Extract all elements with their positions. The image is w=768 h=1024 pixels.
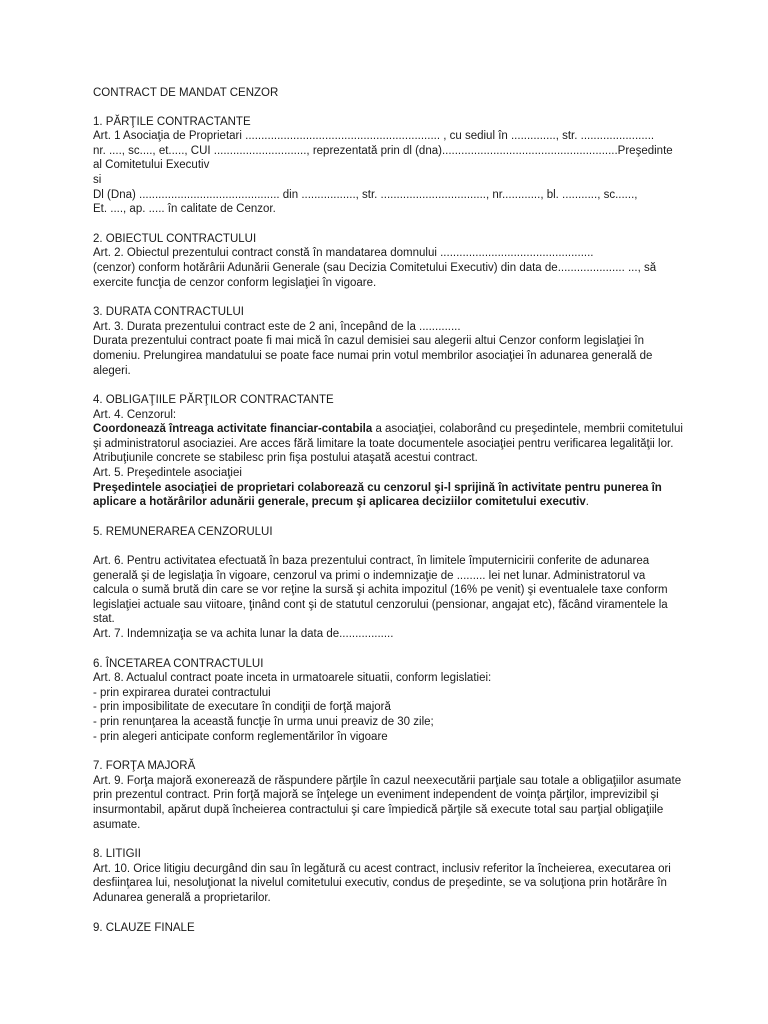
section-force-majeure bbox=[93, 759, 683, 832]
paragraph: si bbox=[93, 173, 102, 186]
section-final-clauses bbox=[93, 921, 683, 936]
paragraph: Durata prezentului contract poate fi mai mică în cazul demisiei sau alegerii altui Cenzor conform legislaţiei în domeniu. Prelungirea mandatului se poate face numai prin votul membrilor asociaţiei în adunarea generală de alegeri. bbox=[93, 335, 653, 377]
section-heading: 2. OBIECTUL CONTRACTULUI bbox=[93, 232, 257, 245]
paragraph: nr. ...., sc...., et....., CUI ............................., reprezentată prin dl (dna).......................................................Preşedinte al Comitetului Executiv bbox=[93, 144, 673, 172]
paragraph-text: . bbox=[585, 496, 589, 509]
paragraph bbox=[93, 422, 683, 466]
paragraph: Art. 2. Obiectul prezentului contract constă în mandatarea domnului ................................................ bbox=[93, 247, 594, 260]
paragraph: Dl (Dna) ............................................ din ................., str. ................................., nr............, bl. ..........., sc......, bbox=[93, 188, 638, 201]
section-heading: 5. REMUNERAREA CENZORULUI bbox=[93, 525, 273, 538]
paragraph: Art. 3. Durata prezentului contract este de 2 ani, începând de la ............. bbox=[93, 320, 461, 333]
blank-line bbox=[93, 539, 683, 554]
paragraph: Art. 7. Indemnizaţia se va achita lunar la data de................. bbox=[93, 628, 394, 640]
section-heading: 9. CLAUZE FINALE bbox=[93, 921, 195, 934]
document-title: CONTRACT DE MANDAT CENZOR bbox=[93, 87, 279, 99]
article-label: Art. 5. Preşedintele asociaţiei bbox=[93, 467, 242, 480]
paragraph: Art. 9. Forţa majoră exonerează de răspundere părţile în cazul neexecutării parţiale sau totale a obligaţiilor asumate prin prezentul contract. Prin forţă majoră se înţelege un eveniment independent de voinţa părţilor, imprevizibil şi insurmontabil, apărut după încheierea contractului şi care împiedică părţile să execute total sau parţial obligaţiile asumate. bbox=[93, 774, 682, 831]
paragraph: Art. 1 Asociaţia de Proprietari ............................................................. , cu sediul în .............., str. ....................... bbox=[93, 130, 655, 143]
section-heading: 4. OBLIGAŢIILE PĂRŢILOR CONTRACTANTE bbox=[93, 394, 334, 407]
paragraph: Art. 6. Pentru activitatea efectuată în baza prezentului contract, în limitele împuternicirii conferite de adunarea generală şi de legislaţia în vigoare, cenzorul va primi o indemnizaţie de ......... lei net lunar. Administratorul va calcula o sumă brută din care se vor reţine la sursă şi achita impozitul (16% pe venit) şi eventualele taxe conform legislaţiei actuale sau viitoare, ţinând cont şi de statutul cenzorului (pensionar, angajat etc), făcând viramentele la stat. bbox=[93, 555, 668, 626]
bold-phrase: Coordonează întreaga activitate financiar-contabila bbox=[93, 423, 373, 436]
section-termination bbox=[93, 657, 683, 745]
paragraph bbox=[93, 481, 683, 510]
section-obligations bbox=[93, 393, 683, 510]
list-item: - prin alegeri anticipate conform reglementărilor în vigoare bbox=[93, 730, 388, 743]
section-heading: 6. ÎNCETAREA CONTRACTULUI bbox=[93, 657, 264, 670]
paragraph: (cenzor) conform hotărârii Adunării Generale (sau Decizia Comitetului Executiv) din data de..................... ..., să exercite funcţia de cenzor conform legislaţiei în vigoare. bbox=[93, 261, 657, 289]
document-page bbox=[93, 86, 683, 950]
article-label: Art. 4. Cenzorul: bbox=[93, 408, 177, 421]
paragraph: Art. 10. Orice litigiu decurgând din sau în legătură cu acest contract, inclusiv referitor la încheierea, executarea ori desfiinţarea lui, nesoluţionat la nivelul comitetului executiv, condus de preşedinte, se va soluţiona prin hotărâre în Adunarea generală a proprietarilor. bbox=[93, 862, 671, 904]
paragraph-text: a asociaţiei, colaborând cu preşedintele, membrii comitetului şi administratorul asociaziei. Are acces fără limitare la toate documentele asociaţiei pentru verificarea legalităţii lor. Atribuţiunile concrete se stabilesc prin fişa postului ataşată acestui contract. bbox=[93, 423, 683, 465]
paragraph: Et. ...., ap. ..... în calitate de Cenzor. bbox=[93, 203, 276, 216]
section-disputes bbox=[93, 847, 683, 905]
section-object bbox=[93, 232, 683, 290]
section-heading: 3. DURATA CONTRACTULUI bbox=[93, 306, 245, 319]
section-heading: 8. LITIGII bbox=[93, 848, 141, 861]
section-heading: 7. FORŢA MAJORĂ bbox=[93, 760, 196, 773]
list-item: - prin renunţarea la această funcţie în urma unui preaviz de 30 zile; bbox=[93, 715, 434, 728]
paragraph: Art. 8. Actualul contract poate inceta in urmatoarele situatii, conform legislatiei: bbox=[93, 672, 492, 685]
section-remuneration bbox=[93, 525, 683, 642]
list-item: - prin expirarea duratei contractului bbox=[93, 686, 271, 699]
bold-phrase: Preşedintele asociaţiei de proprietari colaborează cu cenzorul şi-l sprijină în activitate pentru punerea în aplicare a hotărârilor adunării generale, precum şi aplicarea deciziilor comitetului executiv bbox=[93, 481, 662, 509]
section-duration bbox=[93, 305, 683, 378]
section-parties bbox=[93, 115, 683, 217]
section-heading: 1. PĂRŢILE CONTRACTANTE bbox=[93, 115, 251, 128]
list-item: - prin imposibilitate de executare în condiţii de forţă majoră bbox=[93, 701, 391, 714]
